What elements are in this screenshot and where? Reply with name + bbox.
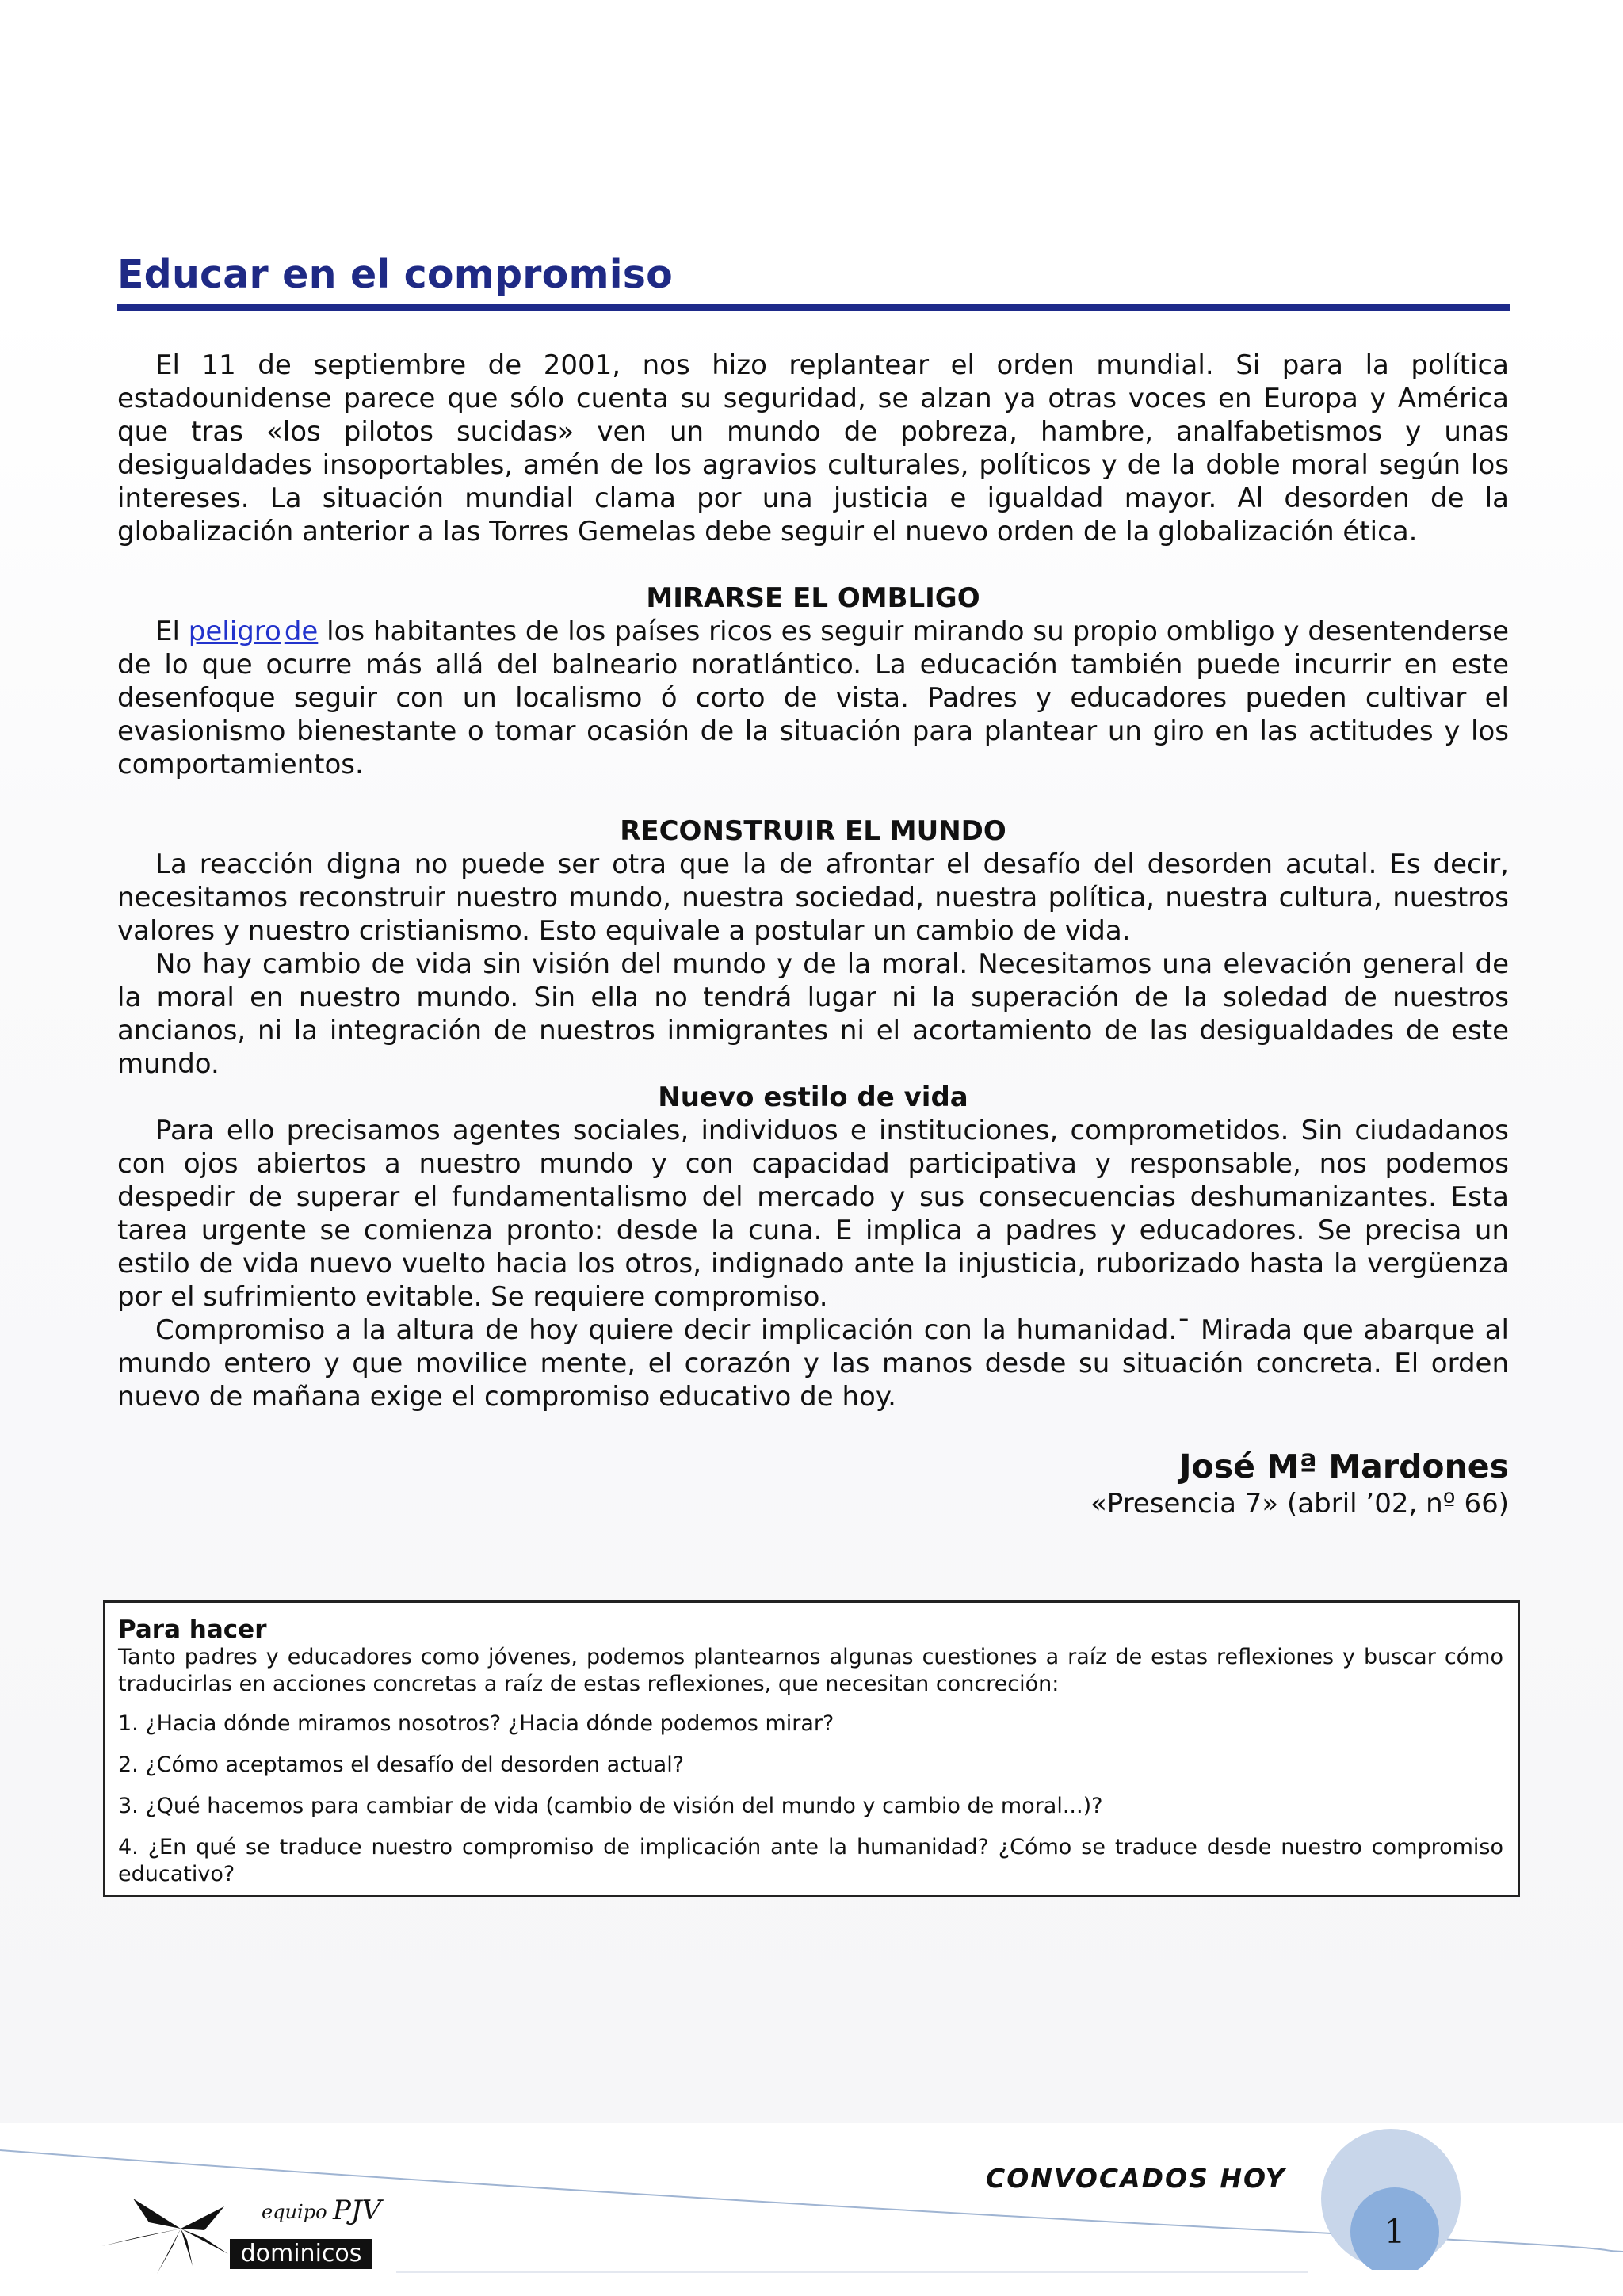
estilo-paragraph-1: Para ello precisamos agentes sociales, individuos e instituciones, comprometidos. Sin ciudadanos con ojos abiertos a nuestro mundo y con capacidad participativa y responsable, nos podemos despedir de superar el fundamentalismo del mercado y sus consecuencias deshumanizantes. Esta tarea urgente se comienza pronto: desde la cuna. E implica a padres y educadores. Se precisa un estilo de vida nuevo vuelto hacia los otros, indignado ante la injusticia, ruborizado hasta la vergüenza por el sufrimiento evitable. Se requiere compromiso. [117,1115,1509,1313]
logo-dominicos-text: dominicos [230,2239,372,2269]
peligro-link[interactable]: peligro [188,616,281,647]
source-citation: «Presencia 7» (abril ’02, nº 66) [1090,1488,1509,1520]
ombligo-text: los habitantes de los países ricos es seguir mirando su propio ombligo y desentenderse de lo que ocurre más allá del balneario noratlántico. La educación también puede incurrir en este desenfoque seguir con un localismo ó corto de vista. Padres y educadores pueden cultivar el evasionismo bienestante o tomar ocasión de la situación para plantear un giro en las actitudes y los comportamientos. [117,616,1509,780]
intro-paragraph: El 11 de septiembre de 2001, nos hizo replantear el orden mundial. Si para la política estadounidense parece que sólo cuenta su seguridad, se alzan ya otras voces en Europa y América que tras «los pilotos sucidas» ven un mundo de pobreza, hambre, analfabetismos y unas desigualdades insoportables, amén de los agravios culturales, políticos y de la doble moral según los intereses. La situación mundial clama por una justicia e igualdad mayor. Al desorden de la globalización anterior a las Torres Gemelas debe seguir el nuevo orden de la globalización ética. [117,349,1509,547]
question-item: 1. ¿Hacia dónde miramos nosotros? ¿Hacia dónde podemos mirar? [118,1711,834,1736]
author-name: José Mª Mardones [1179,1447,1509,1486]
de-link[interactable]: de [284,616,319,647]
para-hacer-box [103,1600,1520,1897]
ombligo-paragraph [117,615,1509,781]
question-item: 4. ¿En qué se traduce nuestro compromiso de implicación ante la humanidad? ¿Cómo se traduce desde nuestro compromiso educativo? [118,1835,1503,1886]
question-item: 3. ¿Qué hacemos para cambiar de vida (cambio de visión del mundo y cambio de moral...)? [118,1794,1103,1818]
signature-block [117,1447,1509,1521]
para-hacer-intro: Tanto padres y educadores como jóvenes, podemos plantearnos algunas cuestiones a raíz de estas reflexiones y buscar cómo traducirlas en acciones concretas a raíz de estas reflexiones, que necesitan concreción: [118,1645,1503,1696]
section-heading-reconstruir: RECONSTRUIR EL MUNDO [620,815,1006,847]
title-underline [117,304,1510,311]
question-item: 2. ¿Cómo aceptamos el desafío del desorden actual? [118,1753,685,1777]
ombligo-lead: El [155,616,180,647]
section-heading-estilo: Nuevo estilo de vida [658,1081,968,1113]
logo-equipo-text: equipo [262,2201,327,2223]
estilo-paragraph-2: Compromiso a la altura de hoy quiere decir implicación con la humanidad.¯ Mirada que abarque al mundo entero y que movilice mente, el corazón y las manos desde su situación concreta. El orden nuevo de mañana exige el compromiso educativo de hoy. [117,1314,1509,1413]
section-heading-ombligo: MIRARSE EL OMBLIGO [646,582,980,614]
page-number: 1 [1384,2212,1406,2251]
logo-pjv-text: PJV [333,2195,382,2226]
page-title: Educar en el compromiso [117,252,673,297]
para-hacer-title: Para hacer [118,1615,267,1644]
article-body [117,349,1509,1521]
footer-label: CONVOCADOS HOY [986,2163,1286,2194]
reconstruir-paragraph-1: La reacción digna no puede ser otra que la de afrontar el desafío del desorden acutal. Es decir, necesitamos reconstruir nuestro mundo, nuestra sociedad, nuestra política, nuestra cultura, nuestros valores y nuestro cristianismo. Esto equivale a postular un cambio de vida. [117,849,1509,947]
reconstruir-paragraph-2: No hay cambio de vida sin visión del mundo y de la moral. Necesitamos una elevación general de la moral en nuestro mundo. Sin ella no tendrá lugar ni la superación de la soledad de nuestros ancianos, ni la integración de nuestros inmigrantes ni el acortamiento de las desigualdades de este mundo. [117,948,1509,1080]
